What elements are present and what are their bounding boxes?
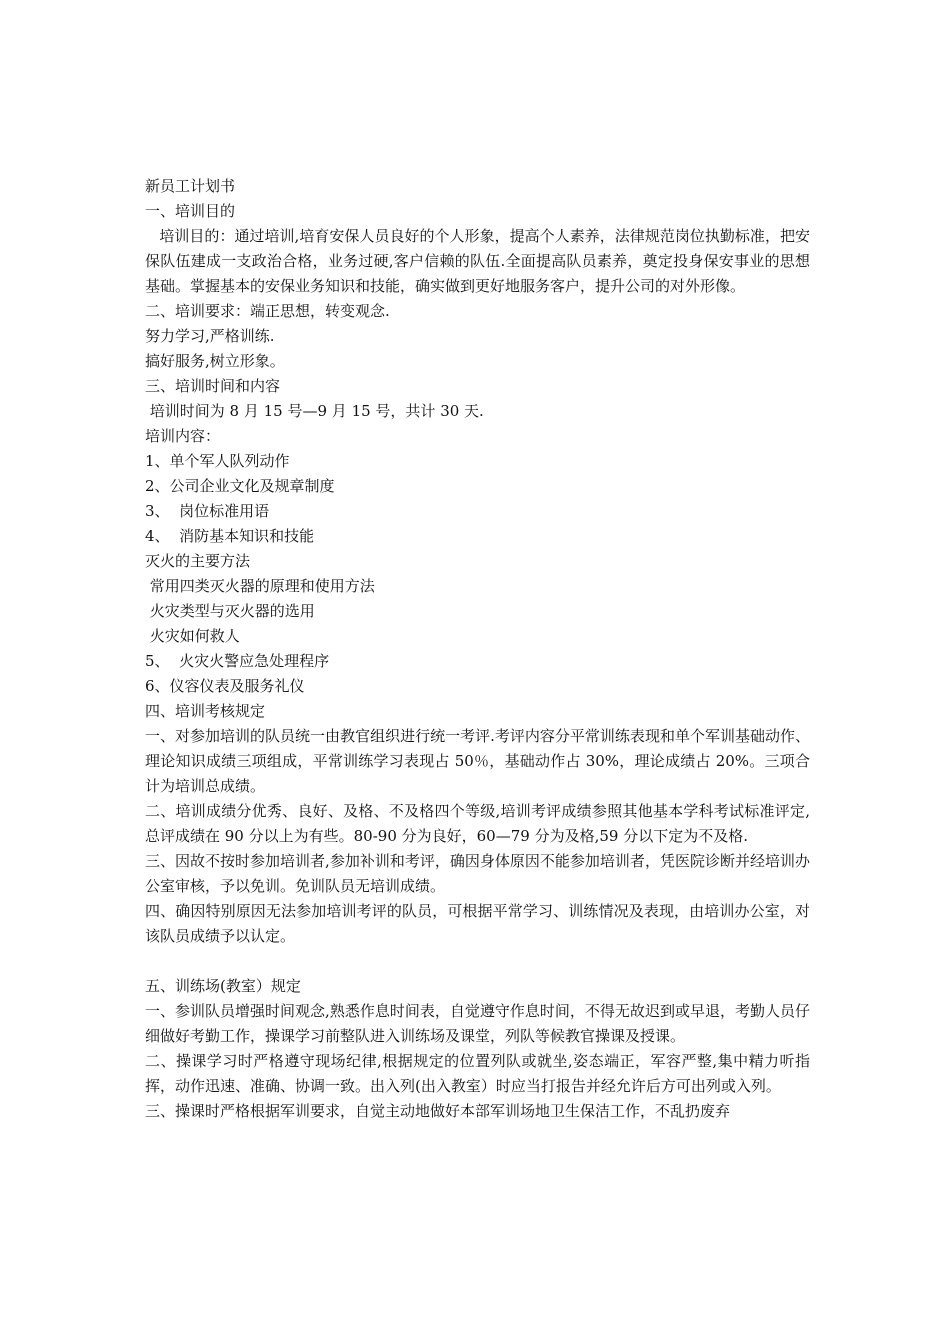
paragraph: 培训内容： xyxy=(145,427,221,445)
paragraph: 四、确因特别原因无法参加培训考评的队员，可根据平常学习、训练情况及表现，由培训办公室，对该队员成绩予以认定。 xyxy=(145,902,810,945)
document-body xyxy=(145,174,810,1124)
document-title: 新员工计划书 xyxy=(145,177,236,195)
paragraph: 培训时间为 8 月 15 号—9 月 15 号，共计 30 天. xyxy=(145,402,484,420)
paragraph: 二、操课学习时严格遵守现场纪律,根据规定的位置列队或就坐,姿态端正，军容严整,集中精力听指挥，动作迅速、准确、协调一致。出入列(出入教室）时应当打报告并经允许后方可出列或入列。 xyxy=(145,1052,810,1095)
paragraph: 三、因故不按时参加培训者,参加补训和考评，确因身体原因不能参加培训者，凭医院诊断并经培训办公室审核，予以免训。免训队员无培训成绩。 xyxy=(145,852,810,895)
list-item: 5、 火灾火警应急处理程序 xyxy=(145,652,330,670)
sub-item: 火灾类型与灭火器的选用 xyxy=(145,602,315,620)
sub-item: 火灾如何救人 xyxy=(145,627,240,645)
paragraph: 一、培训目的 xyxy=(145,202,236,220)
paragraph: 努力学习,严格训练. xyxy=(145,327,275,345)
paragraph: 一、对参加培训的队员统一由教官组织进行统一考评.考评内容分平常训练表现和单个军训基础动作、理论知识成绩三项组成，平常训练学习表现占 50％，基础动作占 30%，理论成绩占 20%。三项合计为培训总成绩。 xyxy=(145,727,810,795)
paragraph: 二、培训要求：端正思想，转变观念. xyxy=(145,302,390,320)
list-item: 6、仪容仪表及服务礼仪 xyxy=(145,677,305,695)
paragraph: 三、培训时间和内容 xyxy=(145,377,281,395)
paragraph: 二、培训成绩分优秀、良好、及格、不及格四个等级,培训考评成绩参照其他基本学科考试标准评定,总评成绩在 90 分以上为有些。80-90 分为良好，60—79 分为及格,59 分以下定为不及格. xyxy=(145,802,810,845)
sub-item: 常用四类灭火器的原理和使用方法 xyxy=(145,577,375,595)
paragraph: 搞好服务,树立形象。 xyxy=(145,352,285,370)
paragraph: 三、操课时严格根据军训要求，自觉主动地做好本部军训场地卫生保洁工作，不乱扔废弃 xyxy=(145,1102,731,1120)
paragraph: 培训目的：通过培训,培育安保人员良好的个人形象，提高个人素养，法律规范岗位执勤标准，把安保队伍建成一支政治合格，业务过硬,客户信赖的队伍.全面提高队员素养，奠定投身保安事业的思想基础。掌握基本的安保业务知识和技能，确实做到更好地服务客户，提升公司的对外形像。 xyxy=(145,227,810,295)
list-item: 3、 岗位标准用语 xyxy=(145,502,270,520)
paragraph: 一、参训队员增强时间观念,熟悉作息时间表，自觉遵守作息时间，不得无故迟到或早退，考勤人员仔细做好考勤工作，操课学习前整队进入训练场及课堂，列队等候教官操课及授课。 xyxy=(145,1002,810,1045)
list-item: 1、单个军人队列动作 xyxy=(145,452,290,470)
blank-line xyxy=(145,949,810,974)
section-heading: 四、培训考核规定 xyxy=(145,702,266,720)
list-item: 4、 消防基本知识和技能 xyxy=(145,527,315,545)
section-heading: 五、训练场(教室）规定 xyxy=(145,977,301,995)
list-item: 2、公司企业文化及规章制度 xyxy=(145,477,335,495)
sub-item: 灭火的主要方法 xyxy=(145,552,251,570)
